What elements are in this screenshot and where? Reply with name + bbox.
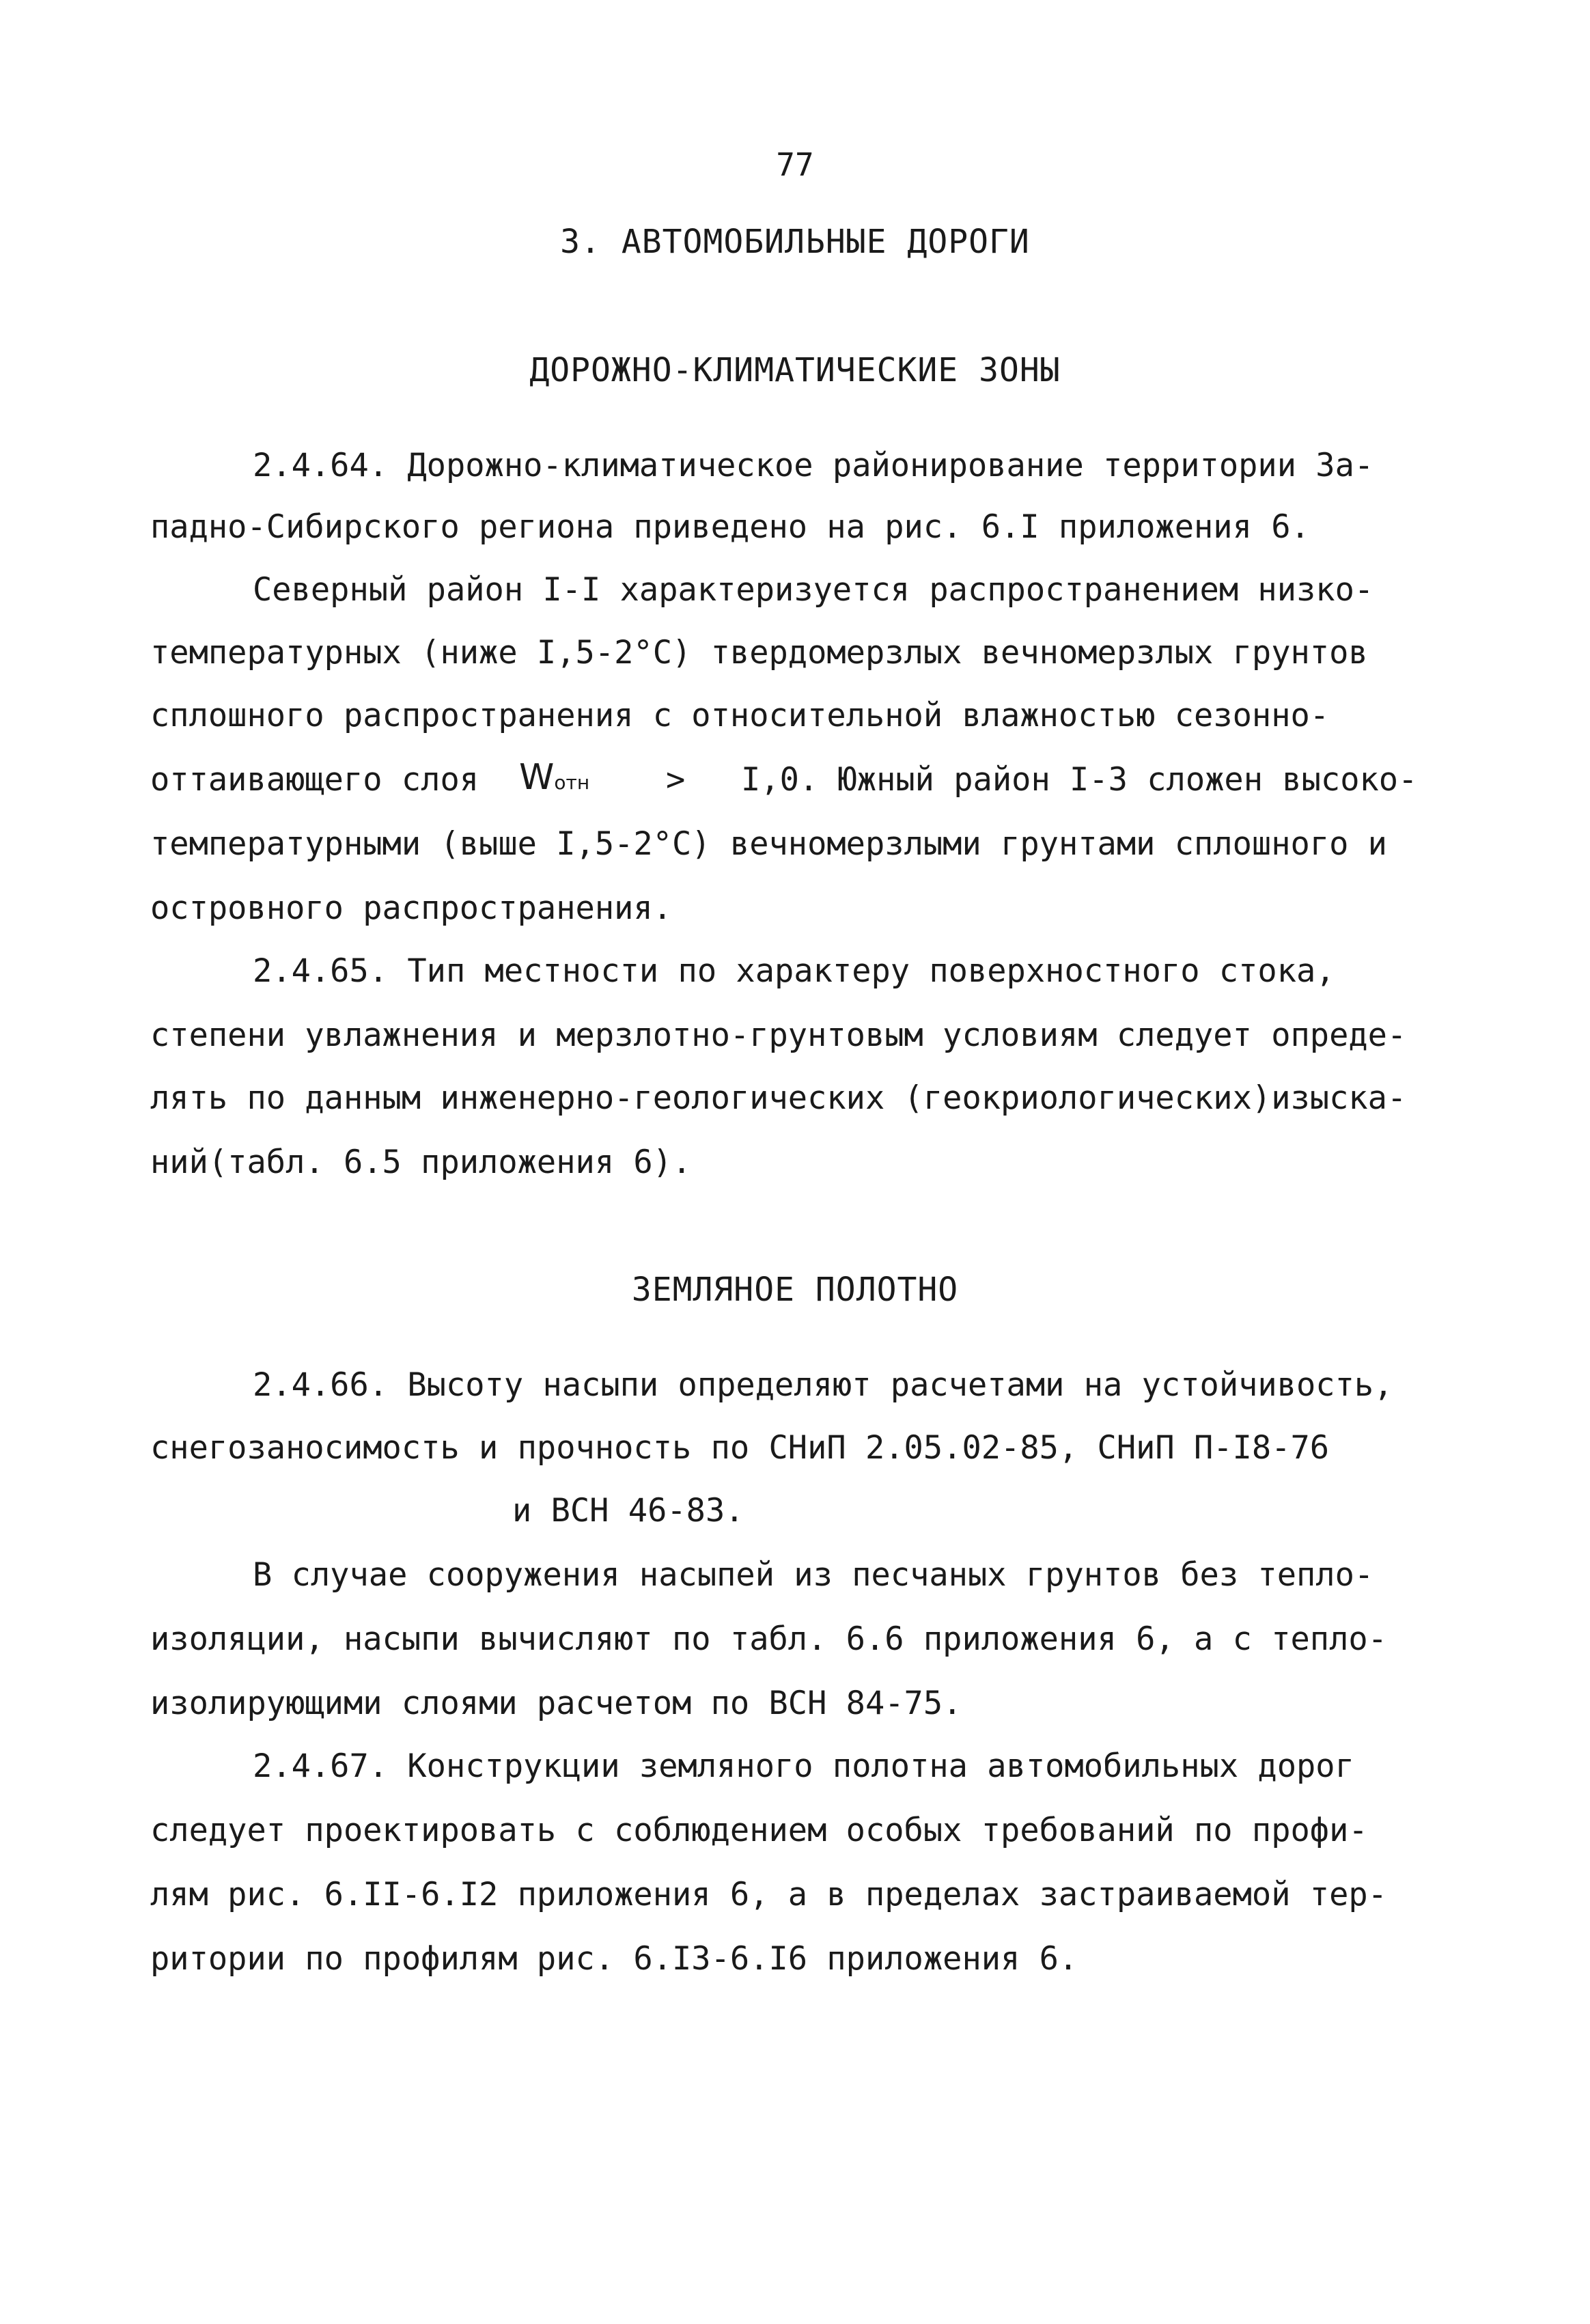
paragraph-line: I,0. Южный район I-3 сложен высоко-: [741, 761, 1418, 799]
greater-than-sign: >: [666, 761, 686, 799]
subsection-title-earthwork: ЗЕМЛЯНОЕ ПОЛОТНО: [631, 1271, 959, 1309]
paragraph-line: В случае сооружения насыпей из песчаных грунтов без тепло-: [253, 1556, 1374, 1594]
paragraph-line: оттаивающего слоя: [150, 761, 479, 799]
page-number: 77: [776, 146, 814, 183]
paragraph-line: 2.4.66. Высоту насыпи определяют расчетами на устойчивость,: [253, 1366, 1393, 1404]
w-letter: W: [519, 757, 555, 798]
paragraph-line: следует проектировать с соблюдением особых требований по профи-: [150, 1812, 1368, 1849]
subsection-title-climatic-zones: ДОРОЖНО-КЛИМАТИЧЕСКИЕ ЗОНЫ: [529, 351, 1061, 389]
paragraph-line: 2.4.64. Дорожно-климатическое районирование территории За-: [253, 447, 1374, 484]
paragraph-line: 2.4.65. Тип местности по характеру поверхностного стока,: [253, 952, 1335, 990]
paragraph-line: степени увлажнения и мерзлотно-грунтовым условиям следует опреде-: [150, 1016, 1407, 1054]
text-fragment: температурных (ниже I,5-2: [150, 634, 634, 672]
paragraph-line: снегозаносимость и прочность по СНиП 2.05.02-85, СНиП П-I8-76: [150, 1429, 1330, 1467]
paragraph-line: [150, 825, 1387, 863]
paragraph-line: лям рис. 6.II-6.I2 приложения 6, а в пределах застраиваемой тер-: [150, 1876, 1387, 1913]
paragraph-line: сплошного распространения с относительной влажностью сезонно-: [150, 697, 1330, 734]
paragraph-line: лять по данным инженерно-геологических (геокриологических)изыска-: [150, 1079, 1407, 1117]
paragraph-line: [150, 634, 1368, 672]
formula-w-symbol: [519, 757, 590, 798]
paragraph-line: и ВСН 46-83.: [512, 1492, 744, 1530]
paragraph-line: изолирующими слоями расчетом по ВСН 84-75.: [150, 1685, 962, 1722]
paragraph-line: ний(табл. 6.5 приложения 6).: [150, 1144, 692, 1181]
paragraph-line: 2.4.67. Конструкции земляного полотна автомобильных дорог: [253, 1747, 1354, 1785]
section-title: 3. АВТОМОБИЛЬНЫЕ ДОРОГИ: [560, 223, 1030, 261]
paragraph-line: ритории по профилям рис. 6.I3-6.I6 приложения 6.: [150, 1940, 1078, 1978]
paragraph-line: падно-Сибирского региона приведено на рис. 6.I приложения 6.: [150, 508, 1310, 546]
paragraph-line: Северный район I-I характеризуется распространением низко-: [253, 571, 1374, 609]
text-fragment: температурными (выше I,5-2: [150, 825, 653, 863]
w-subscript: отн: [554, 771, 590, 794]
paragraph-line: островного распространения.: [150, 889, 673, 927]
paragraph-line: изоляции, насыпи вычисляют по табл. 6.6 приложения 6, а с тепло-: [150, 1620, 1387, 1658]
text-fragment: °C) вечномерзлыми грунтами сплошного и: [652, 825, 1387, 863]
text-fragment: °C) твердомерзлых вечномерзлых грунтов: [633, 634, 1368, 672]
